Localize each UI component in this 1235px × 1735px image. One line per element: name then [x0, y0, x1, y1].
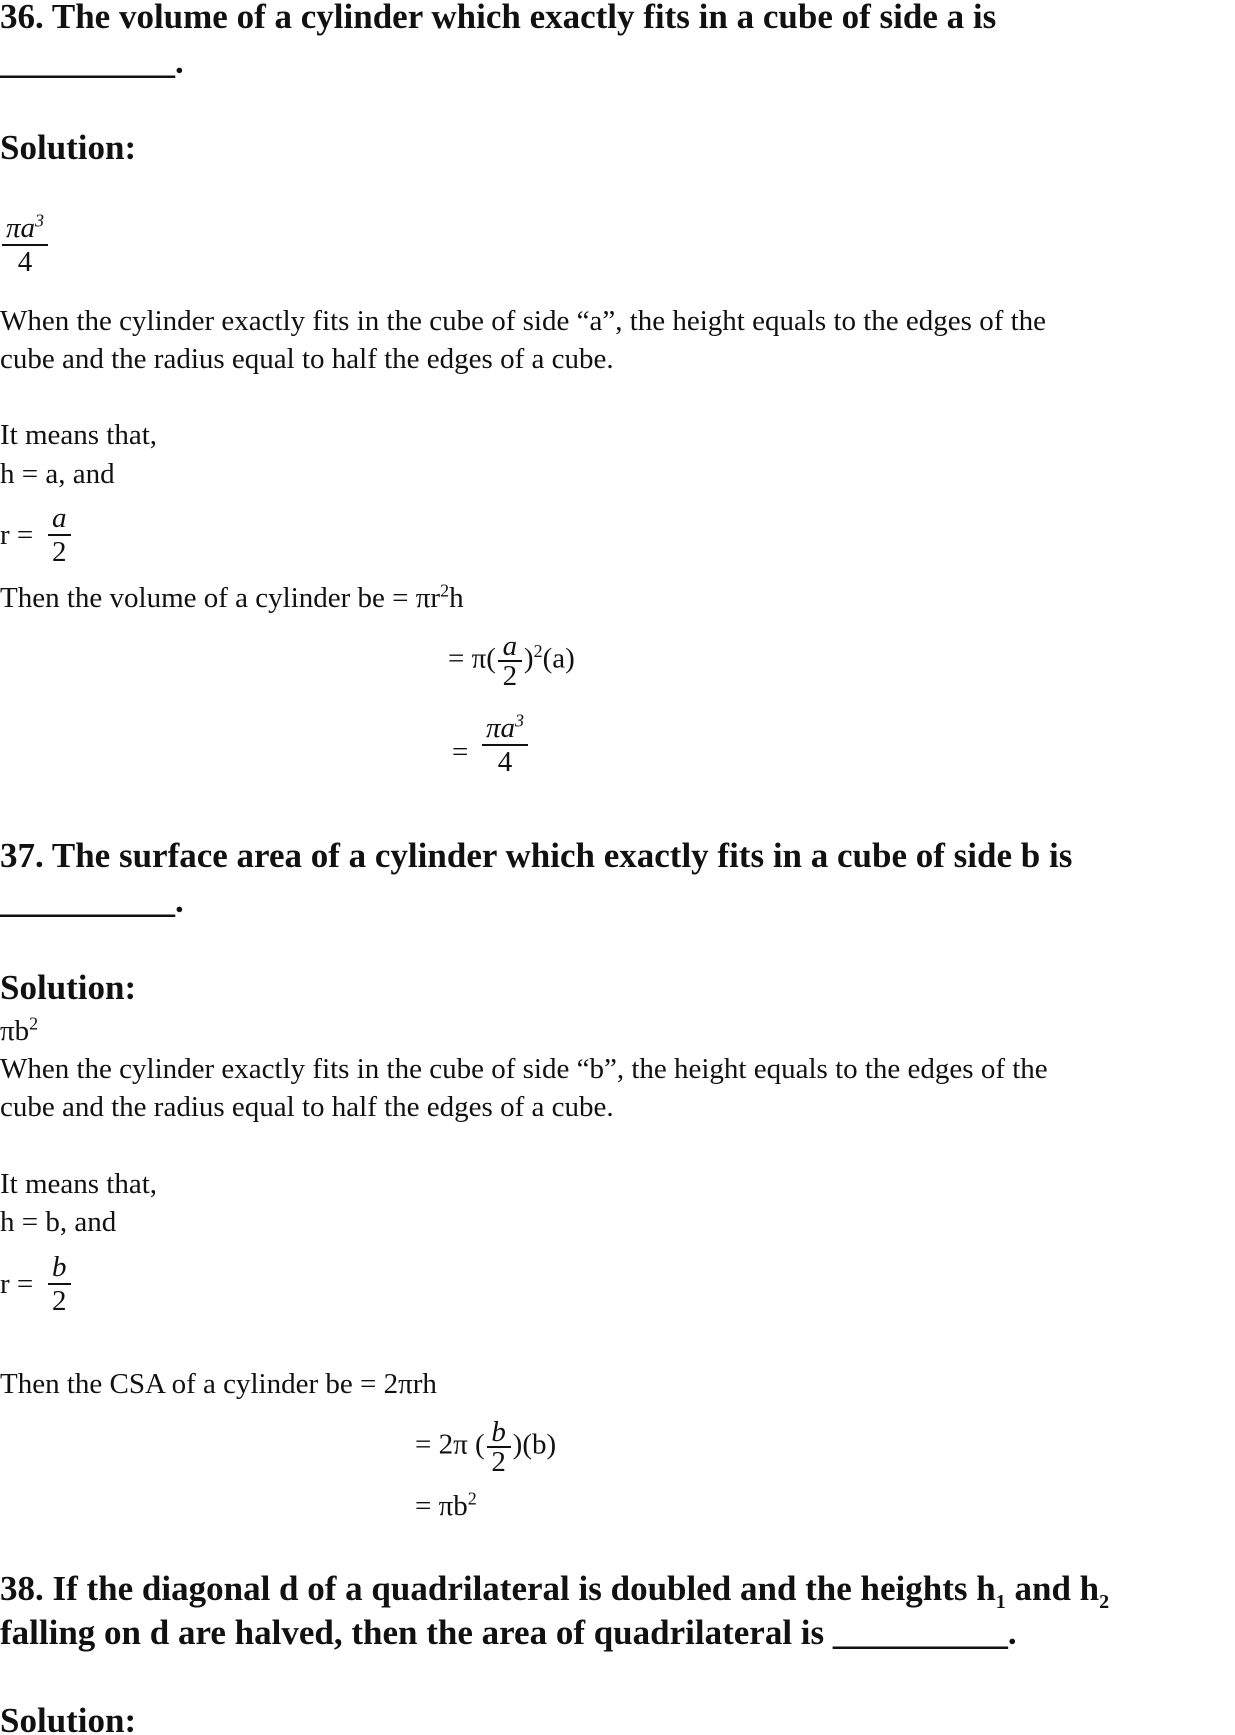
text: )(b) [512, 1428, 557, 1461]
q37-r-fraction [48, 1251, 71, 1317]
q38-question-2: falling on d are halved, then the area of quadrilateral is __________. [0, 1613, 1017, 1652]
q36-question: 36. The volume of a cylinder which exactly fits in a cube of side a is [0, 0, 997, 36]
q36-step2-fraction [482, 712, 528, 778]
denominator: 2 [502, 660, 518, 692]
text: = 2π ( [415, 1428, 485, 1461]
q37-csa-formula: Then the CSA of a cylinder be = 2πrh [0, 1368, 437, 1400]
denominator: 2 [52, 536, 67, 568]
text: and h [1005, 1569, 1100, 1608]
exponent: 2 [533, 641, 543, 661]
q36-it-means: It means that, [0, 419, 158, 451]
text: Then the volume of a cylinder be = πr [0, 582, 441, 614]
q38-solution-label: Solution: [0, 1701, 137, 1735]
q37-answer [0, 1014, 38, 1048]
numerator: a [502, 630, 518, 662]
q36-answer-num: πa [6, 212, 36, 244]
q36-solution-label: Solution: [0, 128, 137, 167]
q37-step1 [415, 1418, 556, 1476]
q37-explanation-2: cube and the radius equal to half the edges of a cube. [0, 1091, 614, 1123]
q36-volume-formula [0, 581, 464, 615]
q36-explanation-2: cube and the radius equal to half the edges of a cube. [0, 343, 614, 375]
q36-explanation-1: When the cylinder exactly fits in the cube of side “a”, the height equals to the edges of the [0, 305, 1047, 337]
text: 38. If the diagonal d of a quadrilateral is doubled and the heights h [0, 1569, 996, 1608]
q37-solution-label: Solution: [0, 968, 137, 1007]
subscript: 1 [995, 1591, 1006, 1613]
text: ) [523, 642, 534, 675]
q37-it-means: It means that, [0, 1168, 158, 1200]
text: = π( [448, 642, 496, 675]
text: πb [0, 1015, 30, 1047]
q37-question: 37. The surface area of a cylinder which exactly fits in a cube of side b is [0, 836, 1073, 875]
q37-step2 [415, 1489, 477, 1523]
exponent: 2 [440, 580, 450, 601]
numerator: b [52, 1251, 67, 1283]
denominator: 2 [52, 1285, 67, 1317]
q37-explanation-1: When the cylinder exactly fits in the cube of side “b”, the height equals to the edges of the [0, 1053, 1048, 1085]
q36-step1 [448, 632, 575, 690]
exponent: 2 [467, 1488, 477, 1509]
q36-answer-fraction [2, 212, 48, 278]
denominator: 2 [491, 1446, 506, 1478]
q37-r-label: r = [0, 1268, 34, 1300]
text: h [449, 582, 464, 614]
q37-h-eq: h = b, and [0, 1206, 117, 1238]
fraction [487, 1418, 511, 1476]
q36-answer-den: 4 [17, 246, 33, 278]
numerator: a [52, 502, 67, 534]
subscript: 2 [1099, 1591, 1110, 1613]
q38-question-1 [0, 1569, 1110, 1613]
numerator: πa [486, 712, 516, 744]
q36-h-eq: h = a, and [0, 458, 115, 490]
denominator: 4 [497, 746, 513, 778]
exponent: 3 [515, 710, 525, 731]
q36-r-label: r = [0, 519, 34, 551]
exponent: 3 [35, 210, 45, 231]
text: (a) [542, 642, 575, 675]
q37-blank: __________. [0, 881, 184, 920]
fraction [498, 632, 522, 690]
exponent: 2 [29, 1013, 39, 1034]
q36-blank: __________. [0, 42, 184, 81]
numerator: b [491, 1416, 506, 1448]
text: = πb [415, 1490, 468, 1522]
q36-step2-eq: = [452, 736, 469, 768]
q36-r-fraction [48, 502, 71, 568]
